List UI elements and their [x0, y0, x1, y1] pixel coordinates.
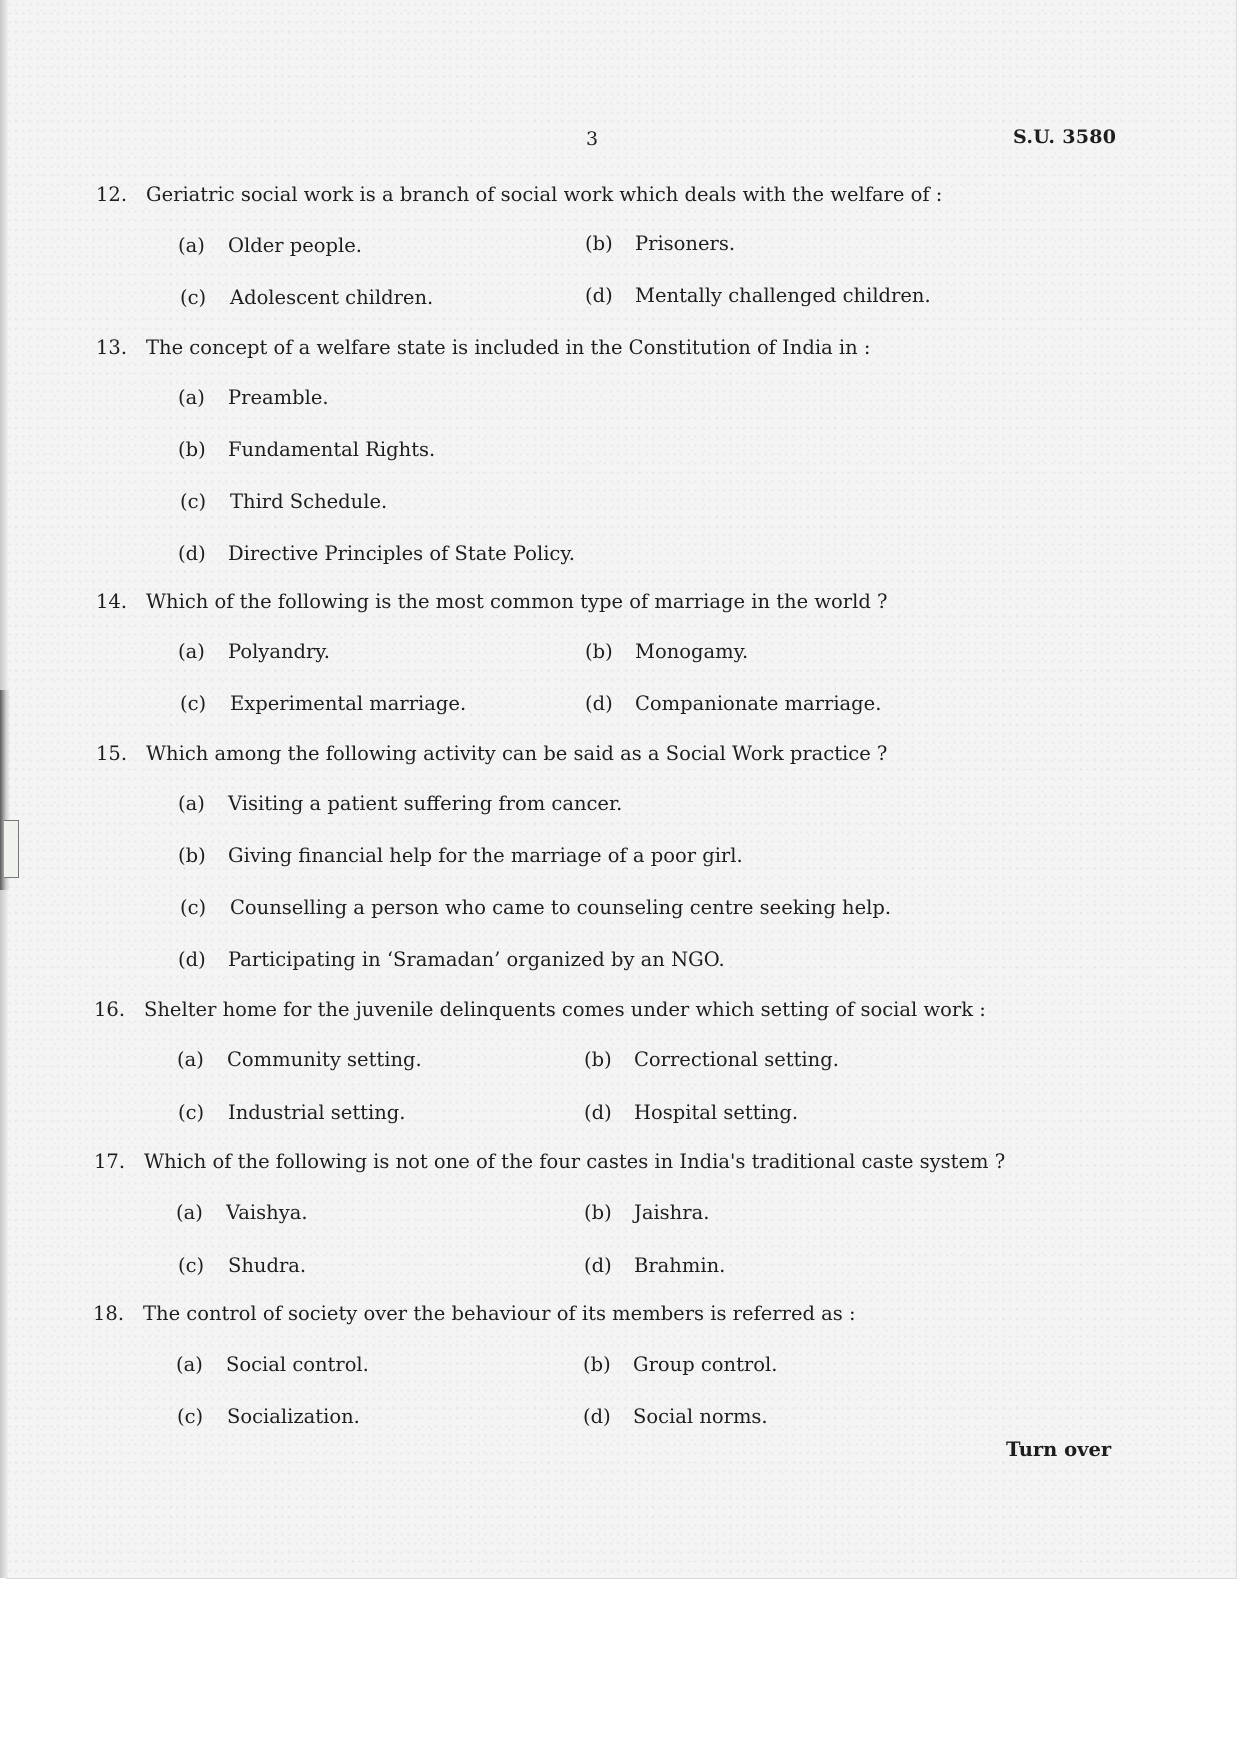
option-label: (a)	[177, 1048, 204, 1071]
paper-code: S.U. 3580	[1013, 126, 1117, 148]
option-text: Correctional setting.	[634, 1048, 839, 1071]
question-text: Which among the following activity can be said as a Social Work practice ?	[146, 742, 888, 765]
option-label: (c)	[180, 286, 207, 309]
option-b	[584, 1048, 839, 1071]
option-d	[584, 1254, 725, 1277]
option-label: (d)	[584, 1101, 612, 1124]
option-text: Older people.	[228, 234, 362, 257]
option-label: (b)	[585, 232, 613, 255]
option-text: Hospital setting.	[634, 1101, 799, 1124]
option-label: (b)	[178, 438, 206, 461]
option-label: (c)	[177, 1405, 204, 1428]
question-stem	[93, 1302, 856, 1325]
option-c	[180, 286, 433, 309]
option-text: Shudra.	[228, 1254, 307, 1277]
question-stem	[96, 183, 942, 206]
option-text: Visiting a patient suffering from cancer.	[228, 792, 623, 815]
option-label: (a)	[178, 234, 205, 257]
option-text: Socialization.	[227, 1405, 360, 1428]
option-label: (b)	[584, 1201, 612, 1224]
option-c	[177, 1405, 360, 1428]
option-b	[583, 1353, 777, 1376]
option-label: (b)	[584, 1048, 612, 1071]
option-label: (c)	[178, 1101, 205, 1124]
option-text: Preamble.	[228, 386, 329, 409]
question-stem	[96, 336, 870, 359]
option-c	[180, 896, 891, 919]
option-b	[584, 1201, 709, 1224]
question-number: 16.	[94, 998, 126, 1021]
option-label: (b)	[585, 640, 613, 663]
option-text: Experimental marriage.	[230, 692, 467, 715]
question-number: 18.	[93, 1302, 125, 1325]
option-d	[585, 284, 931, 307]
question-text: The control of society over the behaviour of its members is referred as :	[143, 1302, 856, 1325]
option-text: Vaishya.	[226, 1201, 308, 1224]
staple-mark	[4, 820, 19, 878]
question-text: The concept of a welfare state is included in the Constitution of India in :	[146, 336, 871, 359]
question-text: Which of the following is not one of the four castes in India's traditional caste system ?	[144, 1150, 1006, 1173]
option-b	[178, 844, 743, 867]
option-text: Participating in ‘Sramadan’ organized by an NGO.	[228, 948, 725, 971]
option-a	[177, 1048, 422, 1071]
question-stem	[96, 590, 887, 613]
option-d	[584, 1101, 798, 1124]
option-text: Jaishra.	[634, 1201, 710, 1224]
question-text: Geriatric social work is a branch of social work which deals with the welfare of :	[146, 183, 943, 206]
option-text: Prisoners.	[635, 232, 736, 255]
option-a	[176, 1353, 369, 1376]
option-label: (c)	[180, 896, 207, 919]
option-d	[178, 948, 725, 971]
option-d	[585, 692, 881, 715]
option-a	[178, 234, 362, 257]
option-d	[178, 542, 575, 565]
option-label: (a)	[178, 640, 205, 663]
option-label: (d)	[584, 1254, 612, 1277]
option-label: (a)	[176, 1353, 203, 1376]
page-number: 3	[586, 128, 599, 150]
option-text: Counselling a person who came to counseling centre seeking help.	[230, 896, 892, 919]
option-label: (d)	[178, 542, 206, 565]
option-b	[178, 438, 435, 461]
question-text: Which of the following is the most common type of marriage in the world ?	[146, 590, 888, 613]
option-text: Mentally challenged children.	[635, 284, 931, 307]
question-stem	[94, 998, 986, 1021]
option-c	[178, 1254, 306, 1277]
option-text: Fundamental Rights.	[228, 438, 436, 461]
question-number: 13.	[96, 336, 128, 359]
question-number: 15.	[96, 742, 128, 765]
option-label: (c)	[178, 1254, 205, 1277]
option-a	[178, 792, 622, 815]
option-text: Group control.	[633, 1353, 778, 1376]
option-d	[583, 1405, 768, 1428]
option-text: Giving financial help for the marriage of a poor girl.	[228, 844, 743, 867]
option-b	[585, 640, 748, 663]
option-a	[178, 386, 329, 409]
option-c	[180, 692, 466, 715]
option-text: Monogamy.	[635, 640, 749, 663]
option-text: Companionate marriage.	[635, 692, 882, 715]
question-text: Shelter home for the juvenile delinquents comes under which setting of social work :	[144, 998, 986, 1021]
option-text: Brahmin.	[634, 1254, 726, 1277]
question-number: 17.	[94, 1150, 126, 1173]
option-label: (b)	[178, 844, 206, 867]
option-label: (a)	[176, 1201, 203, 1224]
option-b	[585, 232, 735, 255]
option-label: (a)	[178, 386, 205, 409]
question-stem	[94, 1150, 1005, 1173]
option-text: Community setting.	[227, 1048, 422, 1071]
option-c	[178, 1101, 405, 1124]
option-a	[178, 640, 330, 663]
option-text: Polyandry.	[228, 640, 330, 663]
option-label: (d)	[583, 1405, 611, 1428]
question-number: 14.	[96, 590, 128, 613]
option-label: (d)	[585, 692, 613, 715]
option-text: Adolescent children.	[230, 286, 434, 309]
question-number: 12.	[96, 183, 128, 206]
question-stem	[96, 742, 887, 765]
option-text: Third Schedule.	[230, 490, 388, 513]
option-label: (a)	[178, 792, 205, 815]
option-a	[176, 1201, 308, 1224]
option-label: (b)	[583, 1353, 611, 1376]
option-label: (d)	[178, 948, 206, 971]
option-label: (c)	[180, 490, 207, 513]
option-c	[180, 490, 387, 513]
option-label: (d)	[585, 284, 613, 307]
option-label: (c)	[180, 692, 207, 715]
option-text: Industrial setting.	[228, 1101, 406, 1124]
option-text: Directive Principles of State Policy.	[228, 542, 575, 565]
option-text: Social norms.	[633, 1405, 768, 1428]
turn-over-note: Turn over	[1006, 1438, 1112, 1461]
option-text: Social control.	[226, 1353, 369, 1376]
